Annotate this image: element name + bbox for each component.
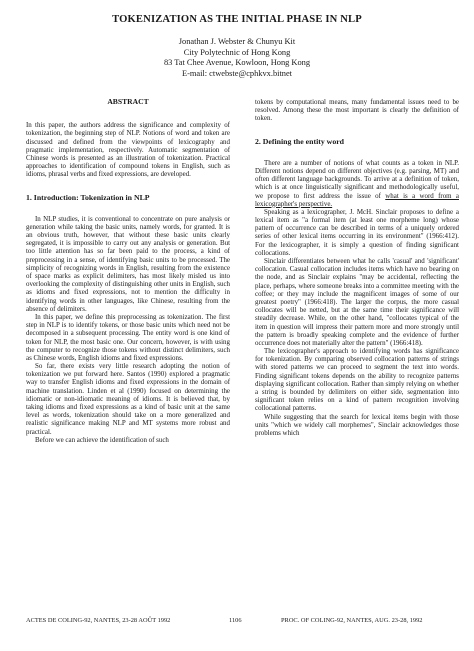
section-2-paragraph: Speaking as a lexicographer, J. McH. Sinclair proposes to define a lexical item as "a formal item (at least one morpheme long) whose pattern of occurrence can be described in terms of a uniquely ordered series of other lexical items occurring in its environment" (1966:412). For the lexicographer, it is simply a question of finding significant collocations. <box>255 207 459 257</box>
email: E-mail: ctwebste@cphkvx.bitnet <box>181 68 293 78</box>
section-1-paragraph: In this paper, we define this preprocessing as tokenization. The first step in NLP is to identify tokens, or those basic units which need not be decomposed in a subsequent processing. The entity word is one kind of token for NLP, the most basic one. Our concern, however, is with using the computer to recognize those tokens without distinct delimiters, such as Chinese words, English idioms and fixed expressions. <box>26 312 230 362</box>
abstract-heading: ABSTRACT <box>107 97 149 106</box>
page-number: 1106 <box>229 617 242 624</box>
affiliation: City Polytechnic of Hong Kong <box>183 47 291 57</box>
author-block <box>0 37 474 79</box>
section-2-heading: 2. Defining the entity word <box>255 136 345 146</box>
section-2-paragraph: The lexicographer's approach to identifying words has significance for tokenization. By comparing observed collocation patterns of strings with stored patterns we can proceed to segment the text into words. Finding significant tokens depends on the ability to recognize patterns displaying significant collocation. Rather than simply relying on whether a string is bounded by delimiters on either side, segmentation into significant token relies on a kind of pattern recognition involving collocational patterns. <box>255 347 459 413</box>
section-1-paragraph: Before we can achieve the identification of such <box>35 435 169 444</box>
section-1-heading: 1. Introduction: Tokenization in NLP <box>26 192 150 202</box>
left-column <box>26 98 230 444</box>
section-2-paragraph: Sinclair differentiates between what he calls 'casual' and 'significant' collocation. Casual collocation includes items which have no bearing on the node, and as Sinclair explains "may be accidental, reflecting the place, perhaps, where someone breaks into a committee meeting with the coffee; or they may include the magnificent images of some of our greatest poetry" (1966:418). The larger the corpus, the more casual collocates will be netted, but at the same time their significance will steadily decrease. While, on the other hand, "collocates typical of the item in question will impress their pattern more and more strongly until the pattern is broadly speaking complete and the evidence of further occurrence does not materially alter the pattern" (1966:418). <box>255 257 459 347</box>
author-names: Jonathan J. Webster & Chunyu Kit <box>178 37 296 46</box>
footer-left: ACTES DE COLING-92, NANTES, 23-28 AOÛT 1992 <box>26 617 171 624</box>
address: 83 Tat Chee Avenue, Kowloon, Hong Kong <box>163 58 311 68</box>
underlined-phrase: what is a word from a lexicographer's perspective. <box>255 191 459 208</box>
right-column <box>255 98 459 437</box>
section-1-paragraph: In NLP studies, it is conventional to concentrate on pure analysis or generation while taking the basic units, namely words, for granted. It is an obvious truth, however, that without these basic units clearly segregated, it is impossible to carry out any analysis or generation. But too little attention has so far been paid to the process, a kind of preprocessing in a sense, of identifying basic units to be processed. The simplicity of recognizing words in English, resulting from the existence of space marks as explicit delimiters, has most likely misled us into overlooking the complexity of distinguishing other units in English, such as idioms and fixed expressions, not to mention the difficulty in identifying words in other languages, like Chinese, resulting from the absence of delimiters. <box>26 214 230 313</box>
paragraph-text: There are a number of notions of what counts as a token in NLP. Different notions depend on different objectives (e.g. parsing, MT) and often different language backgrounds. To arrive at a definition of token, which is at once linguistically significant and methodologically useful, we propose to first address the issue of <box>255 158 459 200</box>
continued-paragraph: tokens by computational means, many fundamental issues need to be resolved. Among these the most important is clearly the definition of token. <box>255 98 459 123</box>
section-2-paragraph <box>255 159 459 208</box>
paper-title: TOKENIZATION AS THE INITIAL PHASE IN NLP <box>112 14 362 25</box>
footer-right: PROC. OF COLING-92, NANTES, AUG. 23-28, 1992 <box>281 617 423 624</box>
abstract-text: In this paper, the authors address the significance and complexity of tokenization, the beginning step of NLP. Notions of word and token are discussed and defined from the viewpoints of lexicography and pragmatic implementation, respectively. Automatic segmentation of Chinese words is presented as an illustration of tokenization. Practical approaches to identification of compound tokens in English, such as idioms, phrasal verbs and fixed expressions, are developed. <box>26 121 230 179</box>
section-2-paragraph: While suggesting that the search for lexical items begin with those units "which we widely call morphemes", Sinclair acknowledges those problems which <box>255 412 459 437</box>
section-1-paragraph: So far, there exists very little research adopting the notion of tokenization we put forward here. Santos (1990) explored a pragmatic way to transfer English idioms and fixed expressions in the domain of machine translation. Linden et al (1990) focused on determining the idiomatic or non-idiomatic meaning of idioms. It is believed that, by taking idioms and fixed expressions as a kind of basic unit at the same level as words, tokenization should take on a more generalized and realistic significance making NLP and MT systems more robust and practical. <box>26 362 230 436</box>
